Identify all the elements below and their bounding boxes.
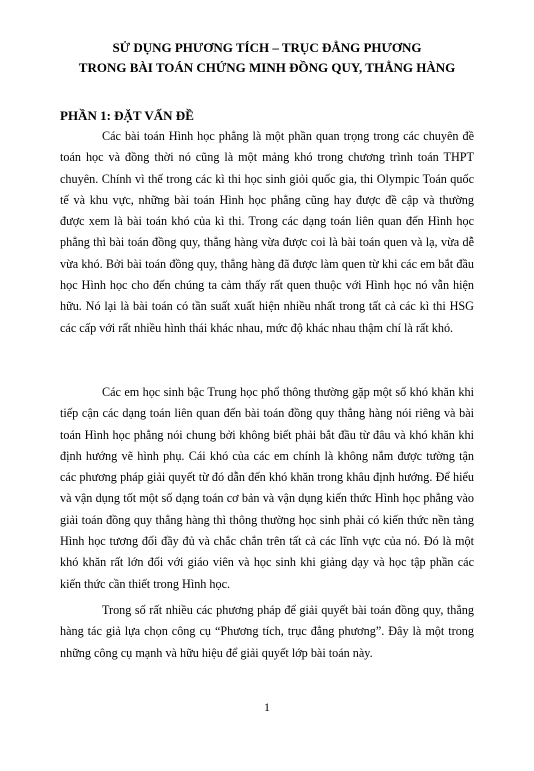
document-title-line-1: SỬ DỤNG PHƯƠNG TÍCH – TRỤC ĐẲNG PHƯƠNG [112,40,422,55]
paragraph-3: Trong số rất nhiều các phương pháp để giải quyết bài toán đồng quy, thẳng hàng tác giả lựa chọn công cụ “Phương tích, trục đẳng phương”. Đây là một trong những công cụ mạnh và hữu hiệu để giải quyết lớp bài toán này. [60,603,474,660]
paragraph-1: Các bài toán Hình học phẳng là một phần quan trọng trong các chuyên đề toán học và đồng thời nó cũng là một mảng khó trong chương trình toán THPT chuyên. Chính vì thế trong các kì thi học sinh giỏi quốc gia, thi Olympic Toán quốc tế và khu vực, những bài toán Hình học phẳng cũng hay được đề cập và thường được xem là bài toán khó của kì thi. Trong các dạng toán liên quan đến Hình học phẳng thì bài toán đồng quy, thẳng hàng vừa được coi là bài toán quen và lạ, vừa dễ vừa khó. Bởi bài toán đồng quy, thẳng hàng đã được làm quen từ khi các em bắt đầu học Hình học cho đến chúng ta cảm thấy rất quen thuộc với Hình học nó vẫn hiện hữu. Nó lại là bài toán có tần suất xuất hiện nhiều nhất trong tất cả các kì thi HSG các cấp với rất nhiều hình thái khác nhau, mức độ khác nhau thậm chí là rất khó. [60,129,474,335]
page-number: 1 [264,700,270,714]
section-heading: PHẦN 1: ĐẶT VẤN ĐỀ [60,108,194,123]
paragraph-2: Các em học sinh bậc Trung học phổ thông thường gặp một số khó khăn khi tiếp cận các dạng toán liên quan đến bài toán đồng quy thẳng hàng nói riêng và bài toán Hình học phẳng nói chung bởi không biết phải bắt đầu từ đâu và khó khăn khi định hướng vẽ hình phụ. Cái khó của các em chính là không nắm được tường tận các phương pháp giải quyết từ đó dẫn đến khó khăn trong khâu định hướng. Để hiểu và vận dụng tốt một số dạng toán cơ bản và vận dụng kiến thức Hình học phẳng vào giải toán đồng quy thẳng hàng thì thông thường học sinh phải có kiến thức nền tảng Hình học tương đối đầy đủ và chắc chắn trên tất cả các lĩnh vực của nó. Đó là một khó khăn rất lớn đối với giáo viên và học sinh khi giảng dạy và học tập phần các kiến thức cần thiết trong Hình học. [60,385,474,591]
document-title-line-2: TRONG BÀI TOÁN CHỨNG MINH ĐỒNG QUY, THẲNG HÀNG [78,60,456,75]
